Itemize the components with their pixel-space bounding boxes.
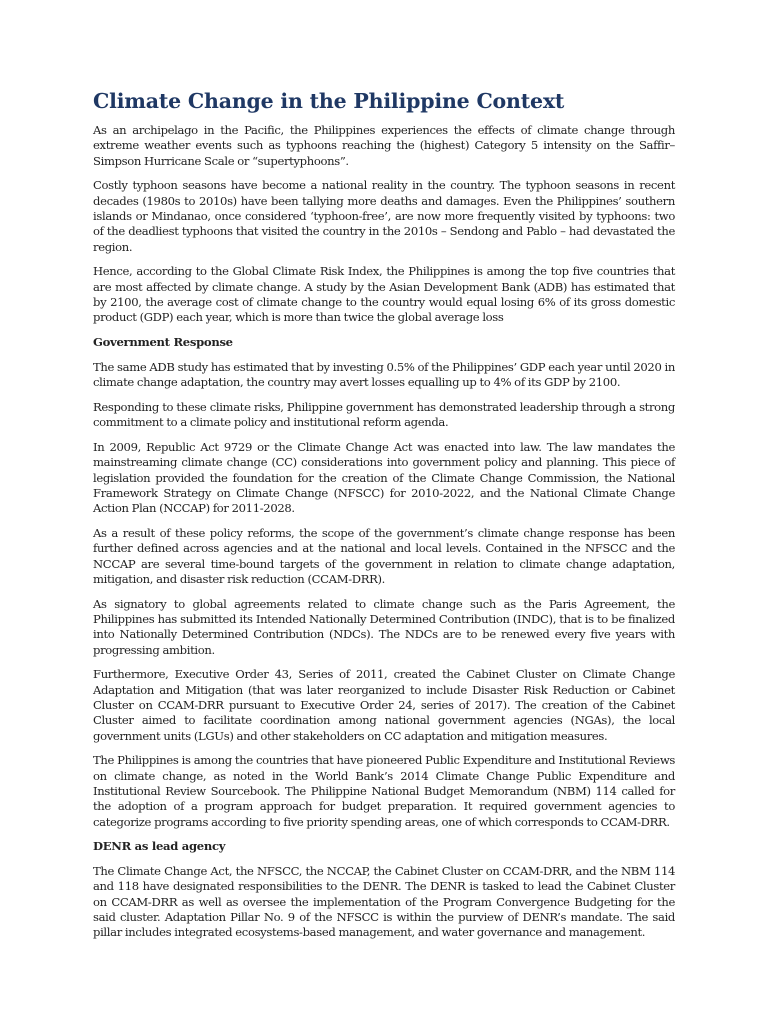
intro-paragraph-3: Hence, according to the Global Climate Risk Index, the Philippines is among the top five countries that are most affected by climate change. A study by the Asian Development Bank (ADB) has estimated that by 2100, the average cost of climate change to the country would equal losing 6% of its gross domestic product (GDP) each year, which is more than twice the global average loss: [93, 264, 675, 325]
intro-paragraph-2: Costly typhoon seasons have become a national reality in the country. The typhoon seasons in recent decades (1980s to 2010s) have been tallying more deaths and damages. Even the Philippines’ southern islands or Mindanao, once considered ‘typhoon-free’, are now more frequently visited by typhoons: two of the deadliest typhoons that visited the country in the 2010s – Sendong and Pablo – had devastated the region.: [93, 178, 675, 254]
document-title: Climate Change in the Philippine Context: [93, 89, 565, 113]
government-paragraph-6: Furthermore, Executive Order 43, Series of 2011, created the Cabinet Cluster on Climate Change Adaptation and Mitigation (that was later reorganized to include Disaster Risk Reduction or Cabinet Cluster on CCAM-DRR pursuant to Executive Order 24, series of 2017). The creation of the Cabinet Cluster aimed to facilitate coordination among national government agencies (NGAs), the local government units (LGUs) and other stakeholders on CC adaptation and mitigation measures.: [93, 667, 675, 743]
government-paragraph-4: As a result of these policy reforms, the scope of the government’s climate change response has been further defined across agencies and at the national and local levels. Contained in the NFSCC and the NCCAP are several time-bound targets of the government in relation to climate change adaptation, mitigation, and disaster risk reduction (CCAM-DRR).: [93, 526, 675, 586]
government-paragraph-7: The Philippines is among the countries that have pioneered Public Expenditure and Institutional Reviews on climate change, as noted in the World Bank’s 2014 Climate Change Public Expenditure and Institutional Review Sourcebook. The Philippine National Budget Memorandum (NBM) 114 called for the adoption of a program approach for budget preparation. It required government agencies to categorize programs according to five priority spending areas, one of which corresponds to CCAM-DRR.: [93, 753, 675, 829]
government-paragraph-2: Responding to these climate risks, Philippine government has demonstrated leadership through a strong commitment to a climate policy and institutional reform agenda.: [93, 399, 675, 430]
government-paragraph-3: In 2009, Republic Act 9729 or the Climate Change Act was enacted into law. The law mandates the mainstreaming climate change (CC) considerations into government policy and planning. This piece of legislation provided the foundation for the creation of the Climate Change Commission, the National Framework Strategy on Climate Change (NFSCC) for 2010-2022, and the National Climate Change Action Plan (NCCAP) for 2011-2028.: [93, 440, 675, 516]
government-paragraph-5: As signatory to global agreements related to climate change such as the Paris Agreement, the Philippines has submitted its Intended Nationally Determined Contribution (INDC), that is to be finalized into Nationally Determined Contribution (NDCs). The NDCs are to be renewed every five years with progressing ambition.: [93, 596, 675, 657]
intro-paragraph-1: As an archipelago in the Pacific, the Philippines experiences the effects of climate change through extreme weather events such as typhoons reaching the (highest) Category 5 intensity on the Saffir–Simpson Hurricane Scale or “supertyphoons”.: [93, 123, 675, 168]
denr-paragraph-1: The Climate Change Act, the NFSCC, the NCCAP, the Cabinet Cluster on CCAM-DRR, and the NBM 114 and 118 have designated responsibilities to the DENR. The DENR is tasked to lead the Cabinet Cluster on CCAM-DRR as well as oversee the implementation of the Program Convergence Budgeting for the said cluster. Adaptation Pillar No. 9 of the NFSCC is within the purview of DENR’s mandate. The said pillar includes integrated ecosystems-based management, and water governance and management.: [93, 864, 675, 940]
section-heading-government-response: Government Response: [93, 335, 233, 350]
document-body: [93, 88, 675, 950]
section-heading-denr-lead-agency: DENR as lead agency: [93, 839, 226, 854]
government-paragraph-1: The same ADB study has estimated that by investing 0.5% of the Philippines’ GDP each year until 2020 in climate change adaptation, the country may avert losses equalling up to 4% of its GDP by 2100.: [93, 359, 675, 390]
